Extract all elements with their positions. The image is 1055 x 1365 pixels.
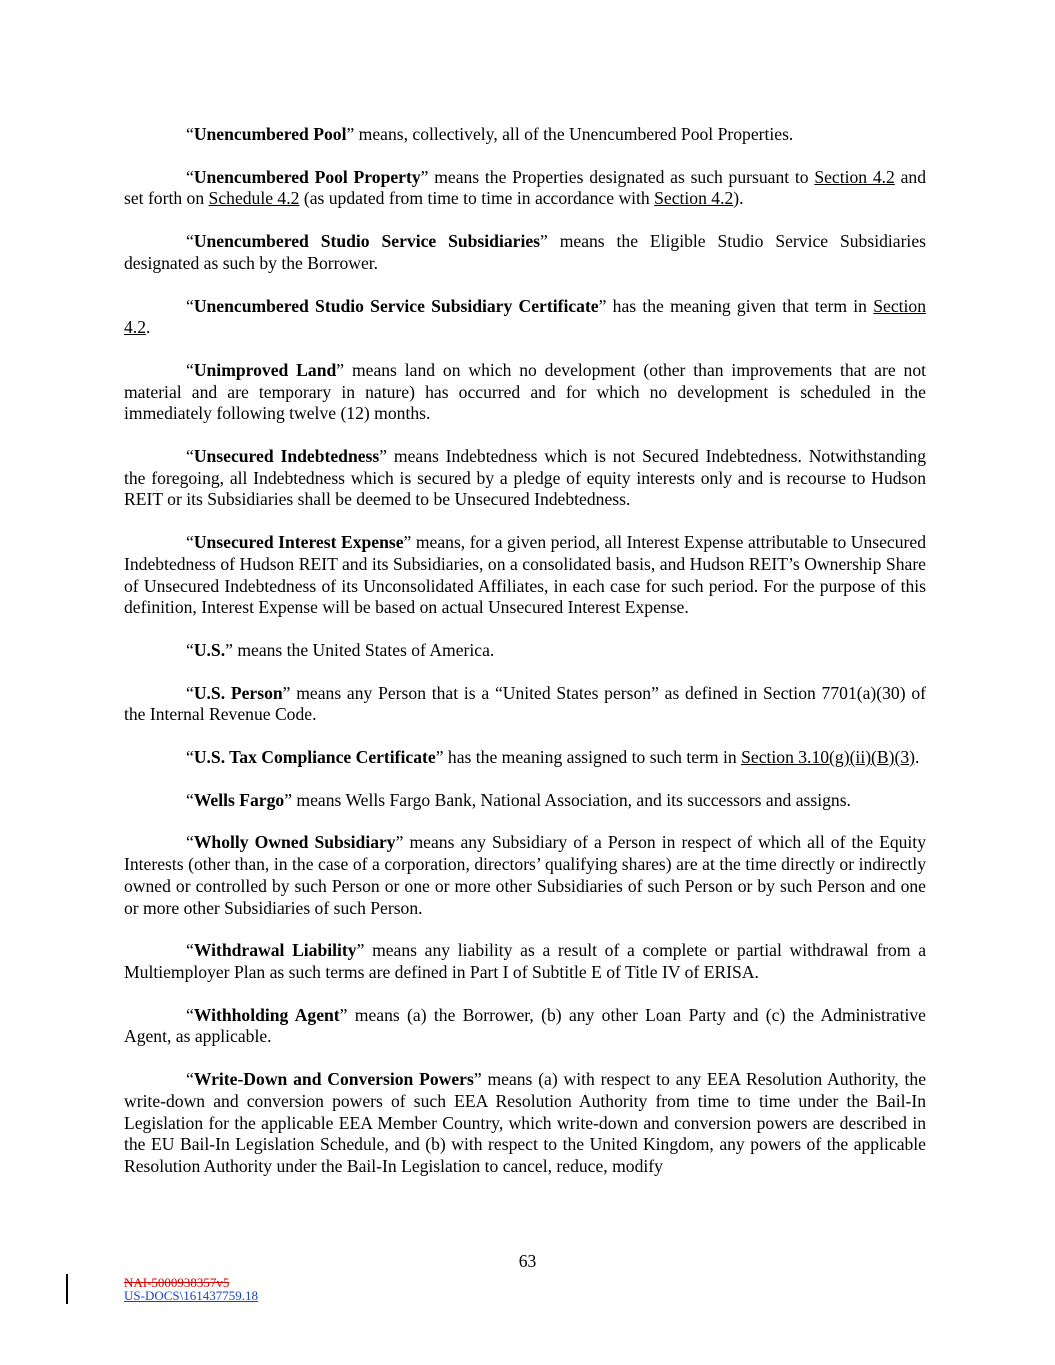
- definition-paragraph: “Withdrawal Liability” means any liability as a result of a complete or partial withdrawal from a Multiemployer Plan as such terms are defined in Part I of Subtitle E of Title IV of ERISA.: [124, 940, 927, 982]
- deleted-doc-id: NAI-5000938357v5: [124, 1275, 230, 1290]
- defined-term: Unimproved Land: [193, 359, 337, 380]
- defined-term: Unsecured Interest Expense: [193, 532, 404, 553]
- definition-text: means the United States of America.: [232, 639, 495, 660]
- defined-term: U.S. Person: [193, 682, 283, 703]
- definition-text: means (a) the Borrower, (b) any other Loan Party and (c) the Administrative Agent, as applicable.: [124, 1004, 926, 1047]
- cross-reference: Schedule 4.2: [208, 188, 300, 209]
- defined-term: Withholding Agent: [193, 1004, 340, 1025]
- page-number: 63: [518, 1251, 537, 1271]
- defined-term: U.S. Tax Compliance Certificate: [193, 747, 436, 768]
- defined-term: Unencumbered Studio Service Subsidiary Certificate: [193, 295, 599, 316]
- document-body: [124, 124, 926, 1199]
- defined-term: Write-Down and Conversion Powers: [193, 1069, 474, 1090]
- definition-text: means, for a given period, all Interest Expense attributable to Unsecured Indebtedness of Hudson REIT and its Subsidiaries, on a consolidated basis, and Hudson REIT’s Ownership Share of Unsecured Indebtedness of its Unconsolidated Affiliates, in each case for such period. For the purpose of this definition, Interest Expense will be based on actual Unsecured Interest Expense.: [124, 532, 926, 618]
- definition-paragraph: “Withholding Agent” means (a) the Borrower, (b) any other Loan Party and (c) the Administrative Agent, as applicable.: [124, 1004, 926, 1047]
- definition-paragraph: “U.S. Tax Compliance Certificate” has the meaning assigned to such term in Section 3.10(g)(ii)(B)(3).: [186, 747, 920, 768]
- change-bar: [66, 1274, 68, 1304]
- definition-paragraph: “Unencumbered Studio Service Subsidiaries” means the Eligible Studio Service Subsidiaries designated as such by the Borrower.: [124, 231, 926, 273]
- definition-paragraph: “Unencumbered Studio Service Subsidiary Certificate” has the meaning given that term in Section 4.2.: [124, 295, 926, 338]
- definition-paragraph: “Wells Fargo” means Wells Fargo Bank, National Association, and its successors and assigns.: [186, 789, 851, 810]
- defined-term: Wells Fargo: [193, 789, 285, 810]
- definition-paragraph: “Unsecured Indebtedness” means Indebtedness which is not Secured Indebtedness. Notwithstanding the foregoing, all Indebtedness which is secured by a pledge of equity interests only and is recourse to Hudson REIT or its Subsidiaries shall be deemed to be Unsecured Indebtedness.: [124, 446, 926, 510]
- definition-paragraph: “U.S. Person” means any Person that is a “United States person” as defined in Section 7701(a)(30) of the Internal Revenue Code.: [124, 682, 926, 725]
- definition-text: has the meaning given that term in: [606, 295, 874, 316]
- defined-term: Unencumbered Studio Service Subsidiaries: [193, 231, 540, 252]
- definition-text: means land on which no development (other than improvements that are not material and are temporary in nature) has occurred and for which no development is scheduled in the immediately following twelve (12) months.: [124, 359, 927, 424]
- definition-text: has the meaning assigned to such term in: [443, 747, 742, 768]
- definition-text: means the Properties designated as such pursuant to: [428, 166, 815, 187]
- definition-paragraph: “Wholly Owned Subsidiary” means any Subsidiary of a Person in respect of which all of the Equity Interests (other than, in the case of a corporation, directors’ qualifying shares) are at the time directly or indirectly owned or controlled by such Person or one or more other Subsidiaries of such Person or by such Person and one or more other Subsidiaries of such Person.: [124, 832, 926, 918]
- cross-reference: Section 3.10(g)(ii)(B)(3): [741, 747, 916, 768]
- definition-text: means Wells Fargo Bank, National Association, and its successors and assigns.: [292, 789, 851, 810]
- definition-text: (as updated from time to time in accordance with: [299, 188, 655, 209]
- inserted-doc-id: US-DOCS\161437759.18: [124, 1288, 258, 1303]
- definition-text: and set forth on: [124, 166, 926, 209]
- cross-reference: Section 4.2: [124, 295, 926, 338]
- defined-term: Unencumbered Pool Property: [193, 166, 421, 187]
- footer-doc-ids: [124, 1276, 258, 1302]
- defined-term: Withdrawal Liability: [193, 940, 357, 961]
- cross-reference: Section 4.2: [814, 166, 895, 187]
- defined-term: Unencumbered Pool: [193, 124, 347, 144]
- definition-text: ).: [733, 188, 744, 209]
- defined-term: Wholly Owned Subsidiary: [193, 832, 396, 853]
- definition-text: means any liability as a result of a complete or partial withdrawal from a Multiemployer Plan as such terms are defined in Part I of Subtitle E of Title IV of ERISA.: [124, 940, 927, 982]
- definition-paragraph: “Unsecured Interest Expense” means, for a given period, all Interest Expense attributable to Unsecured Indebtedness of Hudson REIT and its Subsidiaries, on a consolidated basis, and Hudson REIT’s Ownership Share of Unsecured Indebtedness of its Unconsolidated Affiliates, in each case for such period. For the purpose of this definition, Interest Expense will be based on actual Unsecured Interest Expense.: [124, 532, 926, 618]
- definition-paragraph: “Write-Down and Conversion Powers” means (a) with respect to any EEA Resolution Authority, the write-down and conversion powers of such EEA Resolution Authority from time to time under the Bail-In Legislation for the applicable EEA Member Country, which write-down and conversion powers are described in the EU Bail-In Legislation Schedule, and (b) with respect to the United Kingdom, any powers of the applicable Resolution Authority under the Bail-In Legislation to cancel, reduce, modify: [124, 1069, 926, 1176]
- definition-text: means Indebtedness which is not Secured Indebtedness. Notwithstanding the foregoing, all Indebtedness which is secured by a pledge of equity interests only and is recourse to Hudson REIT or its Subsidiaries shall be deemed to be Unsecured Indebtedness.: [124, 446, 926, 510]
- definition-paragraph: “U.S.” means the United States of America.: [186, 639, 495, 660]
- defined-term: U.S.: [193, 639, 226, 660]
- definition-text: means any Person that is a “United States person” as defined in Section 7701(a)(30) of the Internal Revenue Code.: [124, 682, 926, 725]
- definition-text: means the Eligible Studio Service Subsidiaries designated as such by the Borrower.: [124, 231, 926, 273]
- definition-paragraph: “Unimproved Land” means land on which no development (other than improvements that are not material and are temporary in nature) has occurred and for which no development is scheduled in the immediately following twelve (12) months.: [124, 359, 927, 424]
- definition-text: means (a) with respect to any EEA Resolution Authority, the write-down and conversion powers of such EEA Resolution Authority from time to time under the Bail-In Legislation for the applicable EEA Member Country, which write-down and conversion powers are described in the EU Bail-In Legislation Schedule, and (b) with respect to the United Kingdom, any powers of the applicable Resolution Authority under the Bail-In Legislation to cancel, reduce, modify: [124, 1069, 926, 1176]
- definition-text: means, collectively, all of the Unencumbered Pool Properties.: [354, 124, 794, 144]
- definition-paragraph: “Unencumbered Pool Property” means the Properties designated as such pursuant to Section 4.2 and set forth on Schedule 4.2 (as updated from time to time in accordance with Section 4.2).: [124, 166, 926, 209]
- defined-term: Unsecured Indebtedness: [193, 446, 380, 467]
- cross-reference: Section 4.2: [654, 188, 734, 209]
- definition-text: .: [915, 747, 920, 768]
- definition-text: means any Subsidiary of a Person in respect of which all of the Equity Interests (other than, in the case of a corporation, directors’ qualifying shares) are at the time directly or indirectly owned or controlled by such Person or one or more other Subsidiaries of such Person or by such Person and one or more other Subsidiaries of such Person.: [124, 832, 926, 918]
- definition-text: .: [146, 317, 151, 338]
- definition-paragraph: “Unencumbered Pool” means, collectively, all of the Unencumbered Pool Properties.: [186, 124, 794, 144]
